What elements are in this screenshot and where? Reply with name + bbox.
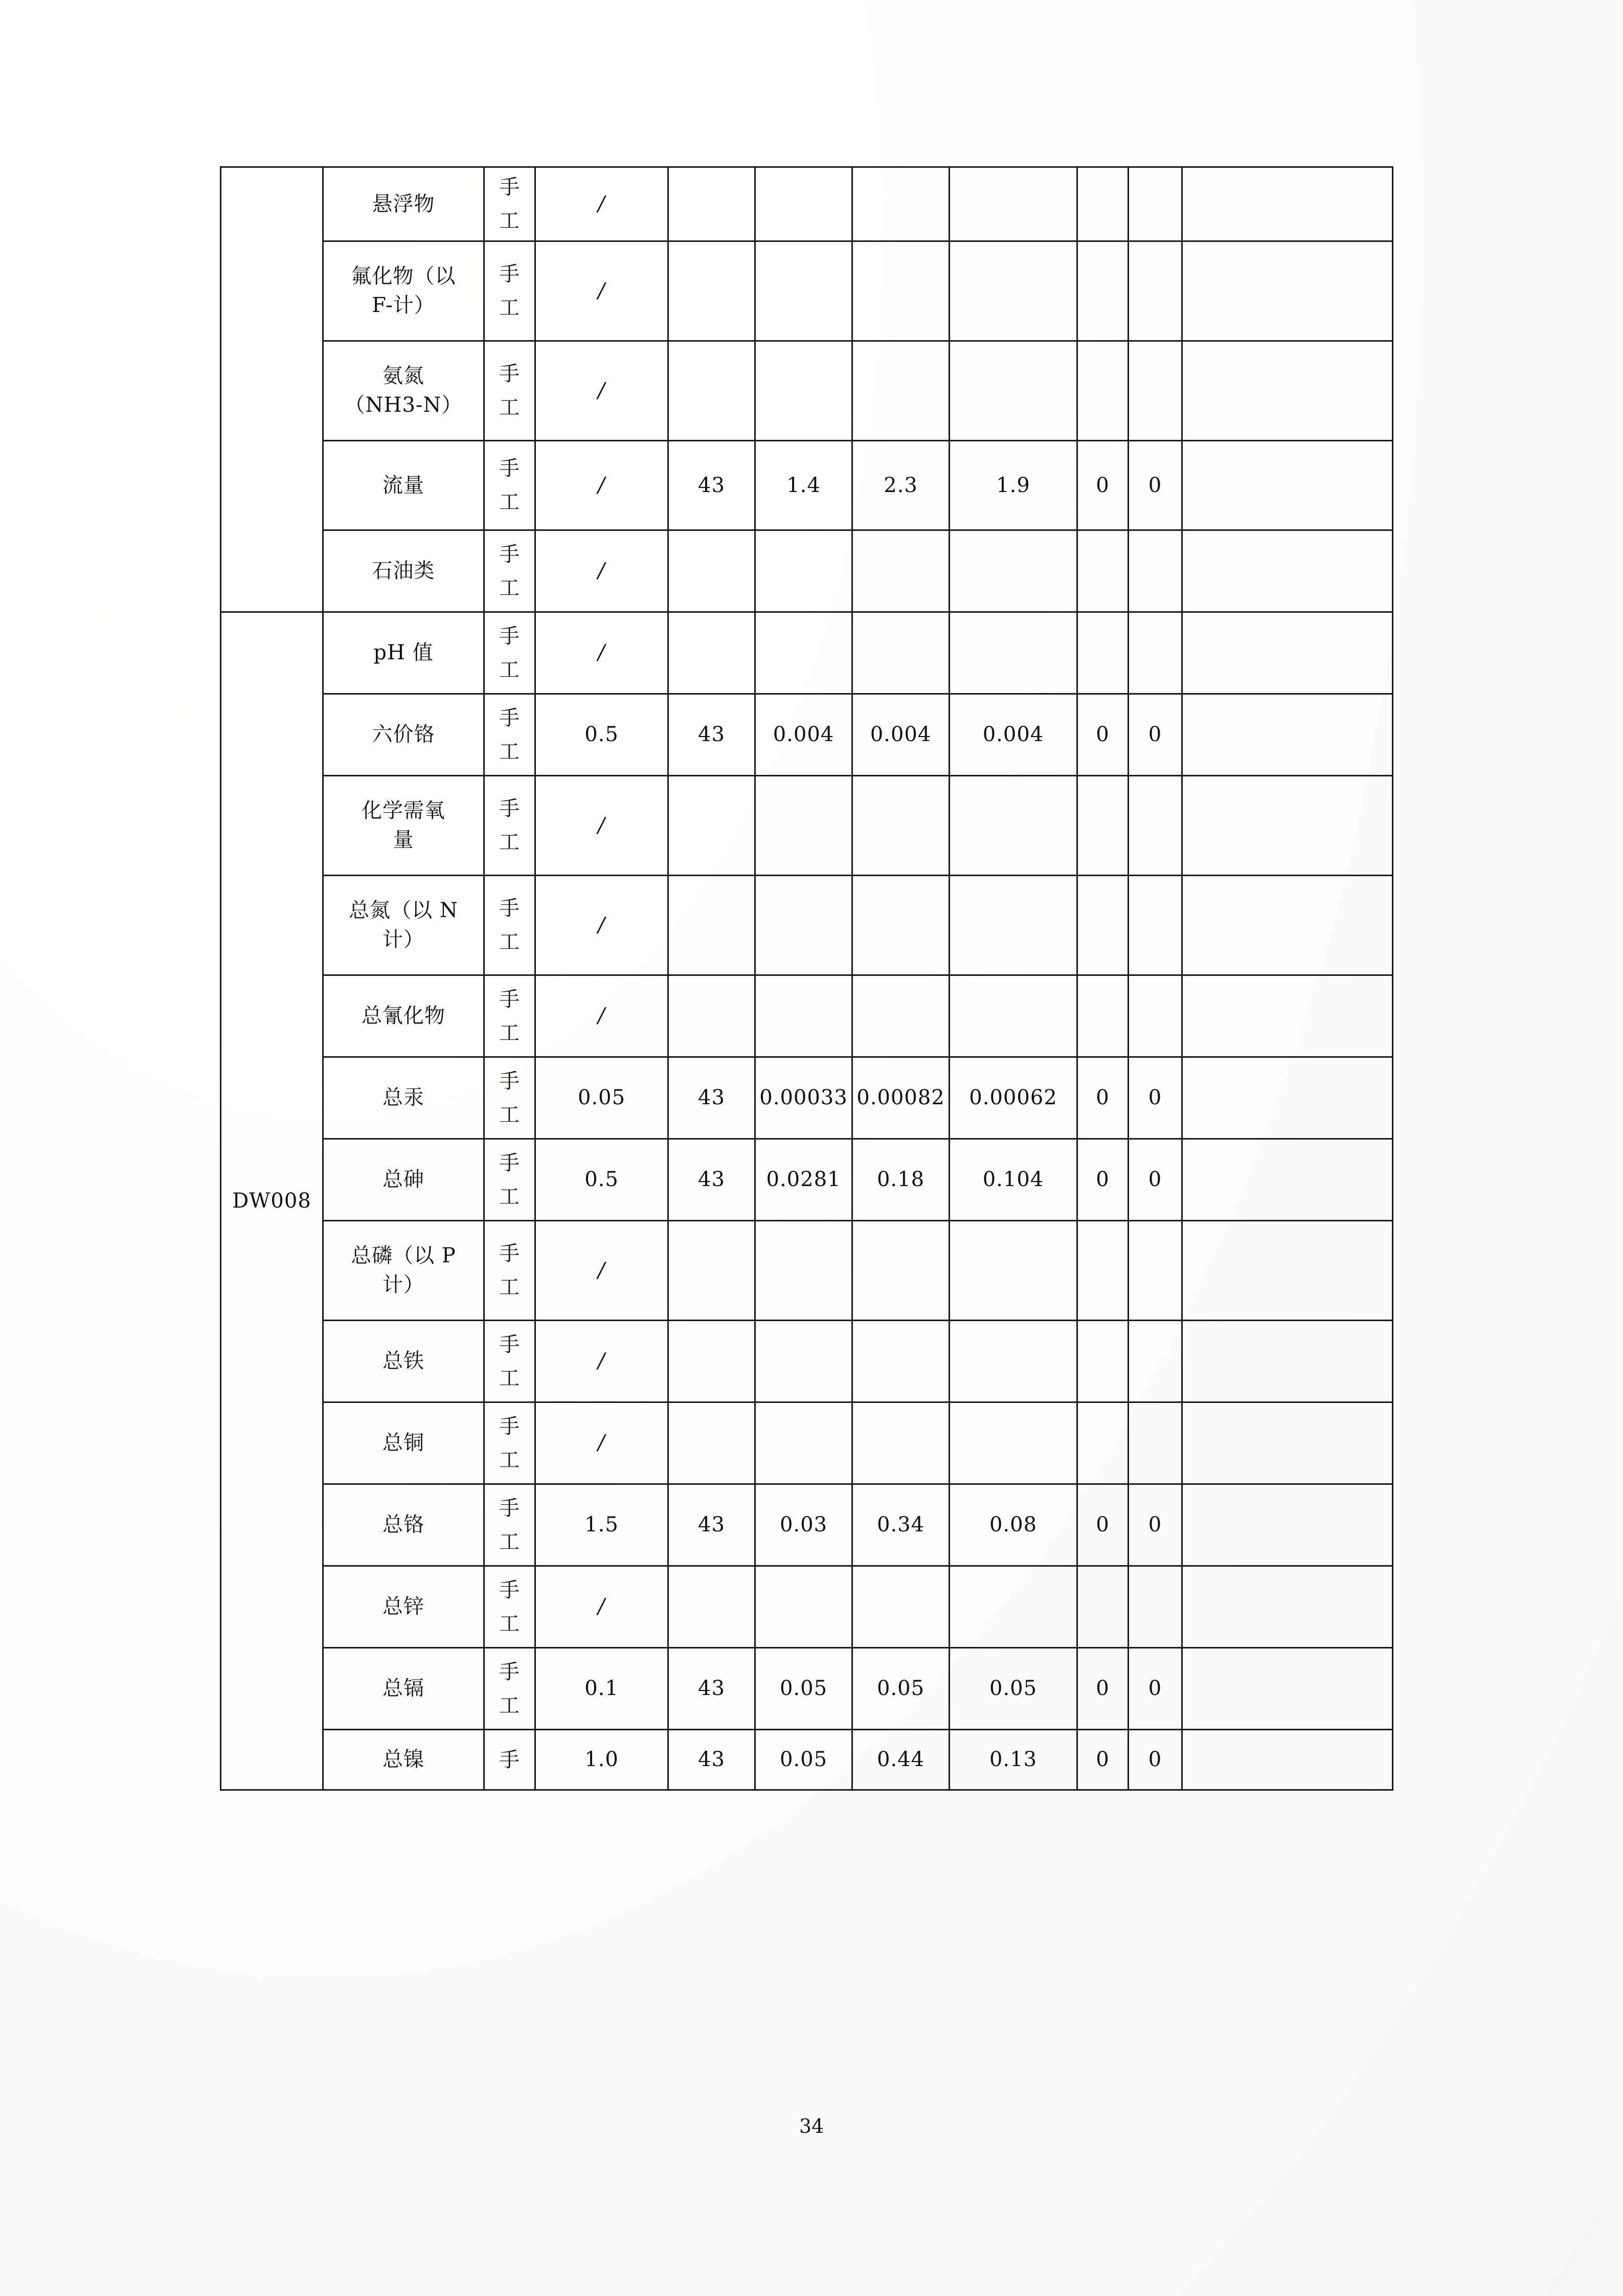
table-row: [221, 167, 1393, 241]
value-cell-limit: /: [535, 167, 668, 241]
value-cell-exceed-rate: [1129, 1321, 1182, 1402]
pollutant-name-cell: [323, 975, 484, 1057]
value-cell-days: [668, 1221, 755, 1321]
table-row: [221, 1139, 1393, 1221]
value-cell-days: [668, 776, 755, 876]
value-cell-exceed-rate: 0: [1129, 1648, 1182, 1730]
method-char: 工: [499, 396, 520, 419]
value-cell-avg: [950, 975, 1077, 1057]
value-cell-min: [755, 612, 852, 694]
value-cell-limit: /: [535, 1321, 668, 1402]
value-cell-avg: 0.13: [950, 1730, 1077, 1790]
value-cell-max: [852, 876, 950, 975]
monitoring-method-cell: [484, 1730, 535, 1790]
table-row: [221, 1402, 1393, 1484]
pollutant-name-line: 总铁: [382, 1349, 424, 1373]
pollutant-name-cell: [323, 1648, 484, 1730]
value-cell-avg: [950, 341, 1077, 441]
value-cell-exceed-count: [1077, 341, 1129, 441]
method-char: 工: [499, 1276, 520, 1299]
method-char: 手: [499, 624, 520, 648]
method-char: 手: [499, 542, 520, 566]
table-row: [221, 441, 1393, 530]
method-char: 工: [499, 930, 520, 954]
value-cell-min: 0.05: [755, 1730, 852, 1790]
pollutant-name-cell: [323, 694, 484, 776]
value-cell-exceed-rate: [1129, 530, 1182, 612]
method-char: 手: [499, 1660, 520, 1684]
value-cell-min: [755, 241, 852, 341]
method-char: 工: [499, 576, 520, 600]
value-cell-limit: /: [535, 776, 668, 876]
value-cell-note: [1182, 1221, 1393, 1321]
outfall-id-cell: DW008: [221, 612, 323, 1790]
value-cell-exceed-rate: [1129, 1566, 1182, 1648]
value-cell-exceed-count: [1077, 975, 1129, 1057]
pollutant-name-line: 石油类: [372, 559, 435, 583]
value-cell-exceed-count: [1077, 241, 1129, 341]
value-cell-min: [755, 167, 852, 241]
value-cell-max: 0.18: [852, 1139, 950, 1221]
value-cell-exceed-count: 0: [1077, 1057, 1129, 1139]
value-cell-note: [1182, 1139, 1393, 1221]
pollutant-name-cell: [323, 612, 484, 694]
value-cell-min: 0.004: [755, 694, 852, 776]
value-cell-exceed-rate: [1129, 975, 1182, 1057]
value-cell-days: 43: [668, 1057, 755, 1139]
pollutant-name-cell: [323, 1730, 484, 1790]
method-char: 手: [499, 1578, 520, 1602]
table-row: [221, 876, 1393, 975]
value-cell-note: [1182, 1057, 1393, 1139]
value-cell-exceed-rate: [1129, 1402, 1182, 1484]
monitoring-method-cell: [484, 1057, 535, 1139]
value-cell-exceed-rate: [1129, 341, 1182, 441]
value-cell-days: [668, 1566, 755, 1648]
table-row: [221, 694, 1393, 776]
value-cell-min: [755, 341, 852, 441]
value-cell-limit: 1.5: [535, 1484, 668, 1566]
pollutant-name-cell: [323, 776, 484, 876]
value-cell-note: [1182, 1402, 1393, 1484]
table-row: [221, 1730, 1393, 1790]
value-cell-max: 0.44: [852, 1730, 950, 1790]
pollutant-name-cell: [323, 441, 484, 530]
value-cell-days: [668, 876, 755, 975]
value-cell-min: [755, 1321, 852, 1402]
value-cell-max: 0.004: [852, 694, 950, 776]
value-cell-max: [852, 1221, 950, 1321]
value-cell-min: 0.03: [755, 1484, 852, 1566]
pollutant-name-line: 量: [393, 828, 414, 852]
pollutant-name-line: 计）: [382, 928, 424, 951]
value-cell-max: [852, 776, 950, 876]
monitoring-method-cell: [484, 241, 535, 341]
monitoring-method-cell: [484, 1402, 535, 1484]
monitoring-method-cell: [484, 341, 535, 441]
table-row: [221, 1221, 1393, 1321]
value-cell-exceed-rate: [1129, 776, 1182, 876]
method-char: 工: [499, 1021, 520, 1045]
value-cell-limit: /: [535, 1566, 668, 1648]
value-cell-days: 43: [668, 1648, 755, 1730]
value-cell-limit: /: [535, 876, 668, 975]
value-cell-min: [755, 1566, 852, 1648]
monitoring-data-table: [220, 166, 1393, 1791]
value-cell-limit: 0.1: [535, 1648, 668, 1730]
value-cell-exceed-count: [1077, 1221, 1129, 1321]
value-cell-min: [755, 975, 852, 1057]
pollutant-name-line: 总锌: [382, 1595, 424, 1619]
monitoring-method-cell: [484, 1566, 535, 1648]
pollutant-name-cell: [323, 1484, 484, 1566]
pollutant-name-line: 总镉: [382, 1677, 424, 1701]
value-cell-min: 0.0281: [755, 1139, 852, 1221]
value-cell-avg: [950, 167, 1077, 241]
table-row: [221, 975, 1393, 1057]
method-char: 工: [499, 1612, 520, 1636]
pollutant-name-cell: [323, 1221, 484, 1321]
value-cell-limit: /: [535, 341, 668, 441]
method-char: 工: [499, 491, 520, 514]
monitoring-method-cell: [484, 1321, 535, 1402]
pollutant-name-line: F-计）: [372, 294, 435, 317]
page-number: 34: [799, 2115, 824, 2137]
value-cell-days: [668, 975, 755, 1057]
value-cell-exceed-rate: 0: [1129, 1484, 1182, 1566]
value-cell-days: [668, 167, 755, 241]
method-char: 工: [499, 1530, 520, 1554]
value-cell-limit: /: [535, 1221, 668, 1321]
pollutant-name-cell: [323, 530, 484, 612]
value-cell-note: [1182, 530, 1393, 612]
value-cell-exceed-count: 0: [1077, 1648, 1129, 1730]
method-char: 工: [499, 1185, 520, 1209]
value-cell-avg: [950, 1402, 1077, 1484]
method-char: 手: [499, 362, 520, 386]
method-char: 手: [499, 1332, 520, 1356]
value-cell-avg: 0.004: [950, 694, 1077, 776]
pollutant-name-cell: [323, 876, 484, 975]
value-cell-note: [1182, 876, 1393, 975]
pollutant-name-line: 总铬: [382, 1513, 424, 1537]
value-cell-exceed-rate: [1129, 241, 1182, 341]
value-cell-exceed-count: [1077, 167, 1129, 241]
value-cell-days: [668, 530, 755, 612]
value-cell-max: [852, 530, 950, 612]
table-row: [221, 530, 1393, 612]
value-cell-exceed-rate: 0: [1129, 441, 1182, 530]
value-cell-avg: 1.9: [950, 441, 1077, 530]
value-cell-limit: 0.5: [535, 1139, 668, 1221]
pollutant-name-line: 氨氮: [382, 364, 424, 388]
value-cell-note: [1182, 776, 1393, 876]
method-char: 手: [499, 1748, 520, 1772]
value-cell-avg: 0.104: [950, 1139, 1077, 1221]
monitoring-method-cell: [484, 1648, 535, 1730]
monitoring-method-cell: [484, 441, 535, 530]
pollutant-name-line: （NH3-N）: [344, 393, 463, 417]
value-cell-exceed-rate: 0: [1129, 1139, 1182, 1221]
value-cell-exceed-count: 0: [1077, 694, 1129, 776]
table-row: [221, 776, 1393, 876]
pollutant-name-line: 总磷（以 P: [351, 1244, 456, 1268]
value-cell-min: [755, 1221, 852, 1321]
value-cell-exceed-count: [1077, 776, 1129, 876]
value-cell-max: [852, 1566, 950, 1648]
pollutant-name-line: 计）: [382, 1273, 424, 1297]
value-cell-note: [1182, 1730, 1393, 1790]
value-cell-limit: /: [535, 441, 668, 530]
value-cell-note: [1182, 612, 1393, 694]
table-row: [221, 1648, 1393, 1730]
monitoring-method-cell: [484, 1139, 535, 1221]
value-cell-min: [755, 530, 852, 612]
value-cell-max: [852, 241, 950, 341]
value-cell-max: [852, 1321, 950, 1402]
method-char: 手: [499, 897, 520, 920]
value-cell-exceed-count: [1077, 1321, 1129, 1402]
value-cell-exceed-rate: 0: [1129, 1730, 1182, 1790]
pollutant-name-line: 六价铬: [372, 723, 435, 747]
monitoring-method-cell: [484, 1221, 535, 1321]
method-char: 工: [499, 296, 520, 320]
method-char: 工: [499, 658, 520, 682]
value-cell-max: [852, 975, 950, 1057]
monitoring-method-cell: [484, 530, 535, 612]
value-cell-days: [668, 341, 755, 441]
table-row: [221, 341, 1393, 441]
value-cell-note: [1182, 1484, 1393, 1566]
value-cell-min: [755, 776, 852, 876]
value-cell-note: [1182, 167, 1393, 241]
value-cell-max: 0.05: [852, 1648, 950, 1730]
value-cell-exceed-rate: 0: [1129, 694, 1182, 776]
value-cell-avg: [950, 776, 1077, 876]
value-cell-note: [1182, 441, 1393, 530]
pollutant-name-cell: [323, 1402, 484, 1484]
pollutant-name-cell: [323, 1139, 484, 1221]
pollutant-name-cell: [323, 1321, 484, 1402]
table-row: [221, 1321, 1393, 1402]
table-row: [221, 1566, 1393, 1648]
method-char: 工: [499, 1693, 520, 1718]
value-cell-max: [852, 341, 950, 441]
method-char: 工: [499, 740, 520, 764]
value-cell-limit: /: [535, 1402, 668, 1484]
value-cell-min: 1.4: [755, 441, 852, 530]
value-cell-exceed-rate: 0: [1129, 1057, 1182, 1139]
monitoring-method-cell: [484, 776, 535, 876]
value-cell-days: 43: [668, 1139, 755, 1221]
value-cell-avg: [950, 530, 1077, 612]
pollutant-name-line: 悬浮物: [372, 192, 435, 216]
monitoring-method-cell: [484, 975, 535, 1057]
value-cell-limit: /: [535, 612, 668, 694]
method-char: 手: [499, 706, 520, 730]
value-cell-exceed-rate: [1129, 612, 1182, 694]
monitoring-method-cell: [484, 694, 535, 776]
value-cell-exceed-count: [1077, 1566, 1129, 1648]
pollutant-name-cell: [323, 241, 484, 341]
value-cell-exceed-count: [1077, 1402, 1129, 1484]
value-cell-note: [1182, 1566, 1393, 1648]
value-cell-max: 0.34: [852, 1484, 950, 1566]
value-cell-avg: 0.05: [950, 1648, 1077, 1730]
value-cell-min: [755, 876, 852, 975]
value-cell-max: [852, 1402, 950, 1484]
value-cell-note: [1182, 694, 1393, 776]
method-char: 手: [499, 1414, 520, 1438]
value-cell-days: [668, 241, 755, 341]
value-cell-exceed-count: [1077, 612, 1129, 694]
pollutant-name-cell: [323, 1566, 484, 1648]
value-cell-exceed-rate: [1129, 1221, 1182, 1321]
value-cell-avg: 0.08: [950, 1484, 1077, 1566]
table-body: [221, 167, 1393, 1790]
method-char: 工: [499, 1448, 520, 1472]
pollutant-name-line: 总砷: [382, 1168, 424, 1192]
pollutant-name-line: 总汞: [382, 1086, 424, 1110]
value-cell-exceed-count: 0: [1077, 1484, 1129, 1566]
value-cell-days: [668, 1402, 755, 1484]
value-cell-limit: 0.05: [535, 1057, 668, 1139]
value-cell-exceed-rate: [1129, 876, 1182, 975]
value-cell-limit: /: [535, 241, 668, 341]
value-cell-avg: 0.00062: [950, 1057, 1077, 1139]
value-cell-max: [852, 167, 950, 241]
table-row: [221, 1057, 1393, 1139]
pollutant-name-line: pH 值: [373, 641, 434, 665]
value-cell-days: [668, 612, 755, 694]
method-char: 手: [499, 1069, 520, 1093]
pollutant-name-line: 总氰化物: [362, 1004, 445, 1028]
monitoring-method-cell: [484, 1484, 535, 1566]
pollutant-name-line: 化学需氧: [362, 799, 445, 823]
method-char: 手: [499, 1242, 520, 1265]
pollutant-name-line: 总氮（以 N: [349, 899, 458, 923]
method-char: 手: [499, 1496, 520, 1520]
method-char: 手: [499, 1151, 520, 1175]
value-cell-days: 43: [668, 1730, 755, 1790]
value-cell-avg: [950, 1566, 1077, 1648]
value-cell-max: [852, 612, 950, 694]
value-cell-note: [1182, 975, 1393, 1057]
value-cell-days: 43: [668, 441, 755, 530]
method-char: 手: [499, 457, 520, 480]
value-cell-avg: [950, 612, 1077, 694]
value-cell-limit: 1.0: [535, 1730, 668, 1790]
pollutant-name-line: 总镍: [382, 1748, 424, 1772]
pollutant-name-cell: [323, 1057, 484, 1139]
table-row: [221, 612, 1393, 694]
value-cell-avg: [950, 876, 1077, 975]
value-cell-avg: [950, 241, 1077, 341]
monitoring-method-cell: [484, 167, 535, 241]
method-char: 工: [499, 831, 520, 854]
value-cell-exceed-count: [1077, 530, 1129, 612]
method-char: 工: [499, 1366, 520, 1390]
pollutant-name-cell: [323, 341, 484, 441]
value-cell-max: 2.3: [852, 441, 950, 530]
value-cell-min: [755, 1402, 852, 1484]
value-cell-exceed-count: 0: [1077, 1730, 1129, 1790]
table-row: [221, 241, 1393, 341]
value-cell-note: [1182, 341, 1393, 441]
method-char: 手: [499, 262, 520, 286]
value-cell-max: 0.00082: [852, 1057, 950, 1139]
table-row: [221, 1484, 1393, 1566]
value-cell-days: [668, 1321, 755, 1402]
value-cell-limit: /: [535, 975, 668, 1057]
value-cell-exceed-count: 0: [1077, 1139, 1129, 1221]
value-cell-exceed-count: 0: [1077, 441, 1129, 530]
value-cell-note: [1182, 1321, 1393, 1402]
value-cell-days: 43: [668, 1484, 755, 1566]
method-char: 手: [499, 987, 520, 1011]
value-cell-exceed-rate: [1129, 167, 1182, 241]
value-cell-exceed-count: [1077, 876, 1129, 975]
value-cell-min: 0.00033: [755, 1057, 852, 1139]
method-char: 手: [499, 797, 520, 820]
pollutant-name-line: 氟化物（以: [351, 264, 456, 288]
method-char: 手: [499, 175, 520, 199]
value-cell-avg: [950, 1221, 1077, 1321]
value-cell-min: 0.05: [755, 1648, 852, 1730]
value-cell-limit: /: [535, 530, 668, 612]
pollutant-name-line: 总铜: [382, 1431, 424, 1455]
method-char: 工: [499, 1103, 520, 1127]
outfall-id-cell: [221, 167, 323, 612]
monitoring-method-cell: [484, 612, 535, 694]
value-cell-note: [1182, 1648, 1393, 1730]
method-char: 工: [499, 209, 520, 233]
monitoring-data-table-wrapper: [220, 166, 1392, 1791]
value-cell-days: 43: [668, 694, 755, 776]
pollutant-name-line: 流量: [382, 473, 424, 497]
value-cell-avg: [950, 1321, 1077, 1402]
monitoring-method-cell: [484, 876, 535, 975]
value-cell-limit: 0.5: [535, 694, 668, 776]
pollutant-name-cell: [323, 167, 484, 241]
value-cell-note: [1182, 241, 1393, 341]
